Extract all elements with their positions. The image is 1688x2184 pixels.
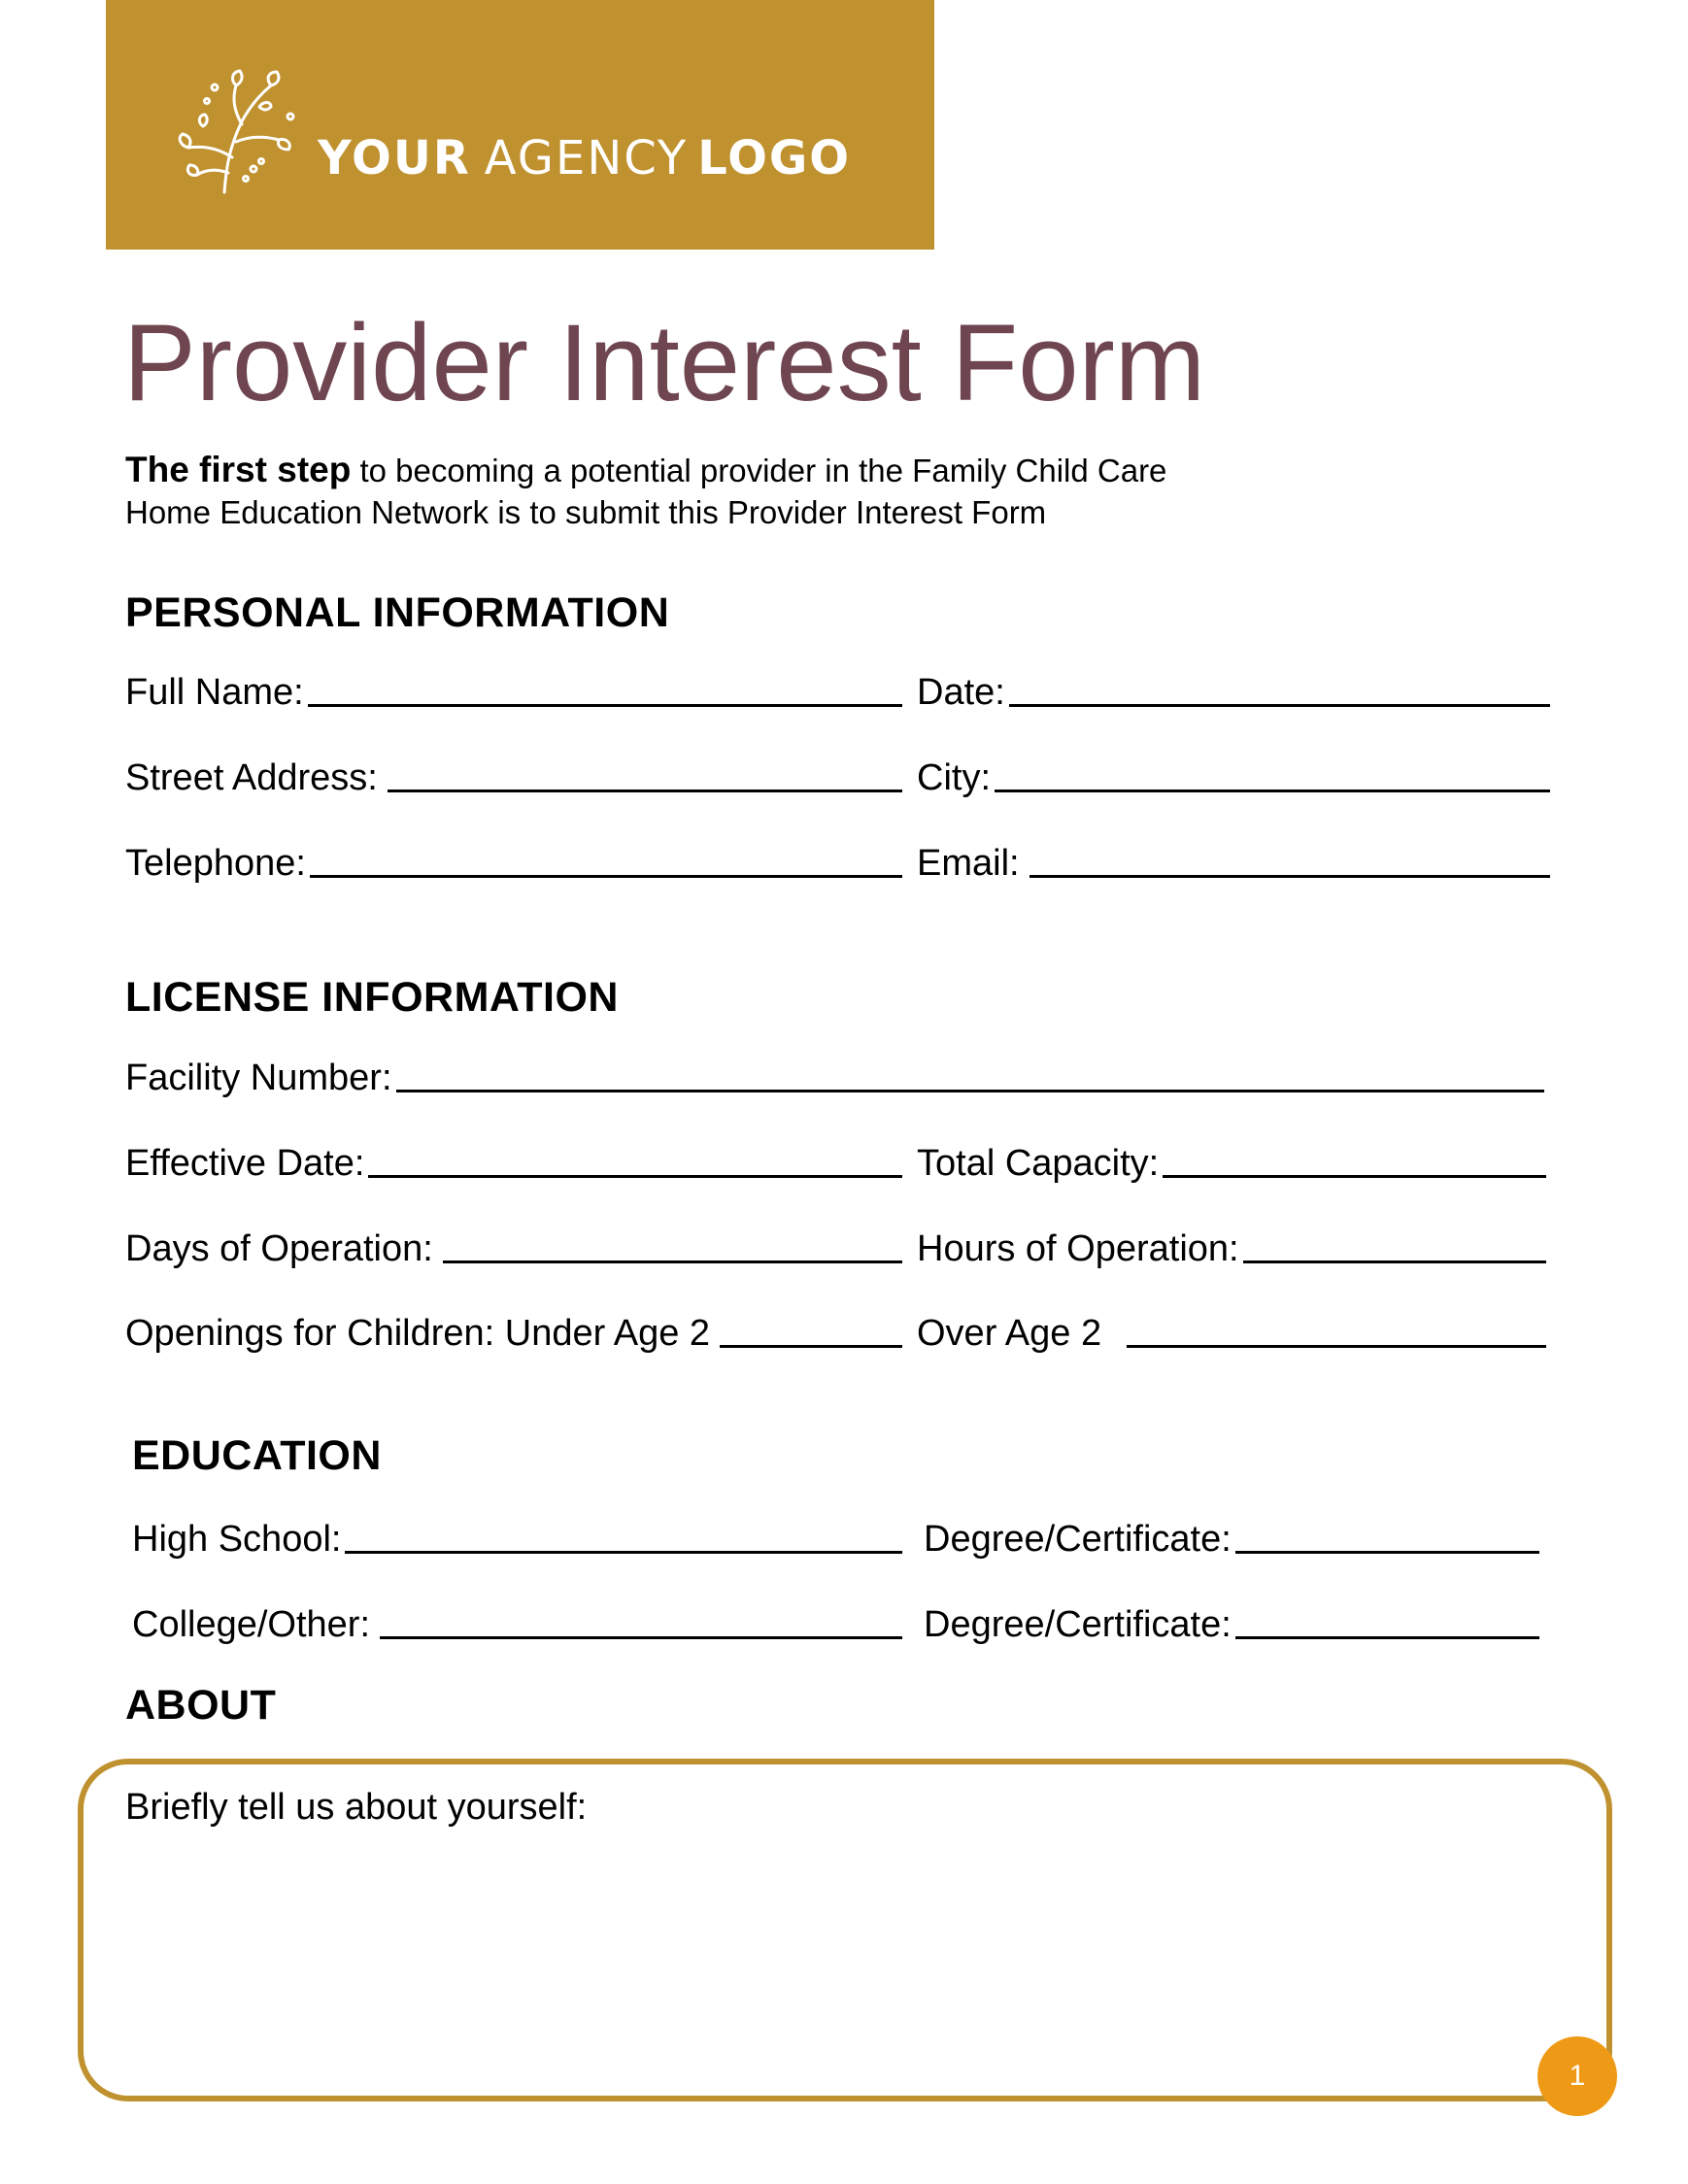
full-name-label: Full Name: <box>125 672 304 713</box>
high-school-label: High School: <box>132 1519 342 1560</box>
days-of-operation-line[interactable] <box>443 1260 902 1263</box>
hours-of-operation-label: Hours of Operation: <box>917 1228 1239 1269</box>
logo-wordmark <box>318 131 851 185</box>
openings-over-2-line[interactable] <box>1127 1345 1546 1348</box>
street-address-label: Street Address: <box>125 757 378 798</box>
logo-word-agency: AGENCY <box>484 131 689 185</box>
degree-certificate-2-field[interactable] <box>924 1600 1539 1645</box>
total-capacity-field[interactable] <box>917 1139 1546 1184</box>
facility-number-field[interactable] <box>125 1054 1544 1098</box>
degree-certificate-2-line[interactable] <box>1235 1636 1539 1639</box>
street-address-line[interactable] <box>388 790 902 792</box>
about-heading: ABOUT <box>125 1682 277 1729</box>
total-capacity-line[interactable] <box>1163 1175 1546 1178</box>
days-of-operation-label: Days of Operation: <box>125 1228 433 1269</box>
intro-rest: to becoming a potential provider in the Family Child Care Home Education Network is to submit this Provider Interest Form <box>125 453 1167 530</box>
street-address-field[interactable] <box>125 754 902 798</box>
college-other-label: College/Other: <box>132 1604 371 1645</box>
intro-bold: The first step <box>125 450 352 489</box>
page-title: Provider Interest Form <box>123 302 1206 423</box>
degree-certificate-1-field[interactable] <box>924 1515 1539 1560</box>
page-number-badge: 1 <box>1537 2036 1617 2116</box>
openings-under-2-label: Openings for Children: Under Age 2 <box>125 1313 711 1354</box>
effective-date-line[interactable] <box>368 1175 902 1178</box>
openings-under-2-field[interactable] <box>125 1309 902 1354</box>
date-line[interactable] <box>1009 704 1550 707</box>
telephone-line[interactable] <box>310 875 902 878</box>
facility-number-label: Facility Number: <box>125 1058 392 1098</box>
facility-number-line[interactable] <box>396 1090 1545 1092</box>
degree-certificate-2-label: Degree/Certificate: <box>924 1604 1232 1645</box>
high-school-line[interactable] <box>345 1551 902 1554</box>
high-school-field[interactable] <box>132 1515 902 1560</box>
telephone-label: Telephone: <box>125 843 306 884</box>
full-name-line[interactable] <box>308 704 902 707</box>
college-other-field[interactable] <box>132 1600 902 1645</box>
total-capacity-label: Total Capacity: <box>917 1143 1160 1184</box>
intro-text <box>125 449 1252 533</box>
about-prompt: Briefly tell us about yourself: <box>125 1787 588 1828</box>
degree-certificate-1-line[interactable] <box>1235 1551 1539 1554</box>
logo-word-your: YOUR <box>318 131 471 185</box>
openings-under-2-line[interactable] <box>720 1345 902 1348</box>
logo-word-logo: LOGO <box>697 131 852 185</box>
full-name-field[interactable] <box>125 668 902 713</box>
personal-info-heading: PERSONAL INFORMATION <box>125 589 670 636</box>
email-line[interactable] <box>1030 875 1550 878</box>
floral-sprig-icon <box>164 68 310 199</box>
email-label: Email: <box>917 843 1020 884</box>
telephone-field[interactable] <box>125 839 902 884</box>
openings-over-2-field[interactable] <box>917 1309 1546 1354</box>
hours-of-operation-line[interactable] <box>1243 1260 1546 1263</box>
agency-logo-banner <box>106 0 934 250</box>
education-heading: EDUCATION <box>132 1432 382 1479</box>
degree-certificate-1-label: Degree/Certificate: <box>924 1519 1232 1560</box>
hours-of-operation-field[interactable] <box>917 1225 1546 1269</box>
date-label: Date: <box>917 672 1005 713</box>
license-info-heading: LICENSE INFORMATION <box>125 974 619 1021</box>
city-line[interactable] <box>995 790 1550 792</box>
openings-over-2-label: Over Age 2 <box>917 1313 1102 1354</box>
effective-date-label: Effective Date: <box>125 1143 365 1184</box>
effective-date-field[interactable] <box>125 1139 902 1184</box>
days-of-operation-field[interactable] <box>125 1225 902 1269</box>
email-field[interactable] <box>917 839 1550 884</box>
city-label: City: <box>917 757 991 798</box>
date-field[interactable] <box>917 668 1550 713</box>
college-other-line[interactable] <box>380 1636 902 1639</box>
city-field[interactable] <box>917 754 1550 798</box>
